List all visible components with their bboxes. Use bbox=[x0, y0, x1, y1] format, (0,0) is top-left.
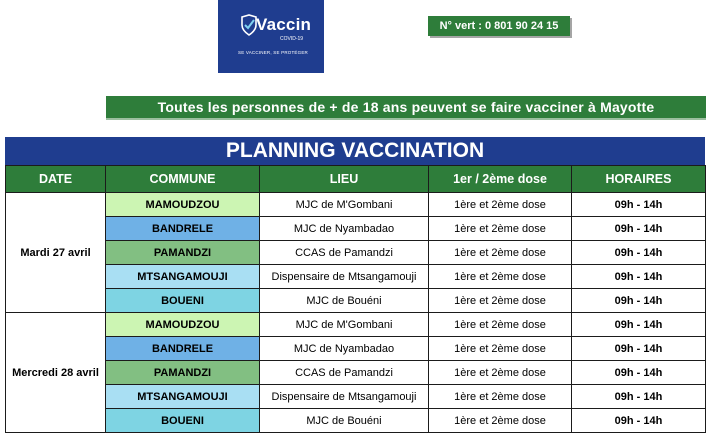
table-row bbox=[6, 265, 706, 289]
date-cell: Mardi 27 avril bbox=[6, 193, 106, 313]
horaires-cell: 09h - 14h bbox=[572, 193, 706, 217]
header-lieu: LIEU bbox=[260, 166, 429, 193]
table-header-row bbox=[6, 166, 706, 193]
table-row bbox=[6, 289, 706, 313]
logo-subtitle: COVID-19 bbox=[280, 36, 304, 42]
table-row bbox=[6, 193, 706, 217]
commune-cell: MAMOUDZOU bbox=[106, 313, 260, 337]
commune-cell: BANDRELE bbox=[106, 337, 260, 361]
hotline-badge: N° vert : 0 801 90 24 15 bbox=[428, 16, 570, 36]
lieu-cell: MJC de Bouéni bbox=[260, 289, 429, 313]
commune-cell: BOUENI bbox=[106, 409, 260, 433]
lieu-cell: MJC de Nyambadao bbox=[260, 217, 429, 241]
dose-cell: 1ère et 2ème dose bbox=[429, 385, 572, 409]
lieu-cell: CCAS de Pamandzi bbox=[260, 241, 429, 265]
horaires-cell: 09h - 14h bbox=[572, 289, 706, 313]
vaccination-schedule-table bbox=[5, 165, 706, 433]
date-cell: Mercredi 28 avril bbox=[6, 313, 106, 433]
table-row bbox=[6, 241, 706, 265]
horaires-cell: 09h - 14h bbox=[572, 241, 706, 265]
lieu-cell: CCAS de Pamandzi bbox=[260, 361, 429, 385]
table-row bbox=[6, 313, 706, 337]
eligibility-banner: Toutes les personnes de + de 18 ans peuvent se faire vacciner à Mayotte bbox=[106, 96, 706, 118]
dose-cell: 1ère et 2ème dose bbox=[429, 289, 572, 313]
header-commune: COMMUNE bbox=[106, 166, 260, 193]
lieu-cell: MJC de Bouéni bbox=[260, 409, 429, 433]
dose-cell: 1ère et 2ème dose bbox=[429, 337, 572, 361]
horaires-cell: 09h - 14h bbox=[572, 265, 706, 289]
logo-tagline: SE VACCINER, SE PROTÉGER bbox=[238, 50, 308, 55]
table-row bbox=[6, 409, 706, 433]
horaires-cell: 09h - 14h bbox=[572, 361, 706, 385]
table-row bbox=[6, 361, 706, 385]
commune-cell: PAMANDZI bbox=[106, 361, 260, 385]
vaccin-covid-logo bbox=[218, 0, 324, 73]
horaires-cell: 09h - 14h bbox=[572, 217, 706, 241]
commune-cell: BOUENI bbox=[106, 289, 260, 313]
lieu-cell: MJC de M'Gombani bbox=[260, 313, 429, 337]
schedule-body bbox=[6, 193, 706, 433]
horaires-cell: 09h - 14h bbox=[572, 385, 706, 409]
logo-wordmark: Vaccin bbox=[256, 15, 312, 34]
commune-cell: PAMANDZI bbox=[106, 241, 260, 265]
dose-cell: 1ère et 2ème dose bbox=[429, 409, 572, 433]
lieu-cell: MJC de M'Gombani bbox=[260, 193, 429, 217]
horaires-cell: 09h - 14h bbox=[572, 337, 706, 361]
planning-title: PLANNING VACCINATION bbox=[5, 137, 705, 165]
lieu-cell: MJC de Nyambadao bbox=[260, 337, 429, 361]
horaires-cell: 09h - 14h bbox=[572, 313, 706, 337]
header-date: DATE bbox=[6, 166, 106, 193]
lieu-cell: Dispensaire de Mtsangamouji bbox=[260, 265, 429, 289]
dose-cell: 1ère et 2ème dose bbox=[429, 193, 572, 217]
commune-cell: MTSANGAMOUJI bbox=[106, 385, 260, 409]
header-dose: 1er / 2ème dose bbox=[429, 166, 572, 193]
commune-cell: MAMOUDZOU bbox=[106, 193, 260, 217]
dose-cell: 1ère et 2ème dose bbox=[429, 265, 572, 289]
dose-cell: 1ère et 2ème dose bbox=[429, 217, 572, 241]
table-row bbox=[6, 385, 706, 409]
dose-cell: 1ère et 2ème dose bbox=[429, 361, 572, 385]
header-horaires: HORAIRES bbox=[572, 166, 706, 193]
commune-cell: BANDRELE bbox=[106, 217, 260, 241]
dose-cell: 1ère et 2ème dose bbox=[429, 313, 572, 337]
table-row bbox=[6, 337, 706, 361]
horaires-cell: 09h - 14h bbox=[572, 409, 706, 433]
commune-cell: MTSANGAMOUJI bbox=[106, 265, 260, 289]
lieu-cell: Dispensaire de Mtsangamouji bbox=[260, 385, 429, 409]
dose-cell: 1ère et 2ème dose bbox=[429, 241, 572, 265]
table-row bbox=[6, 217, 706, 241]
banner-divider bbox=[106, 118, 706, 120]
